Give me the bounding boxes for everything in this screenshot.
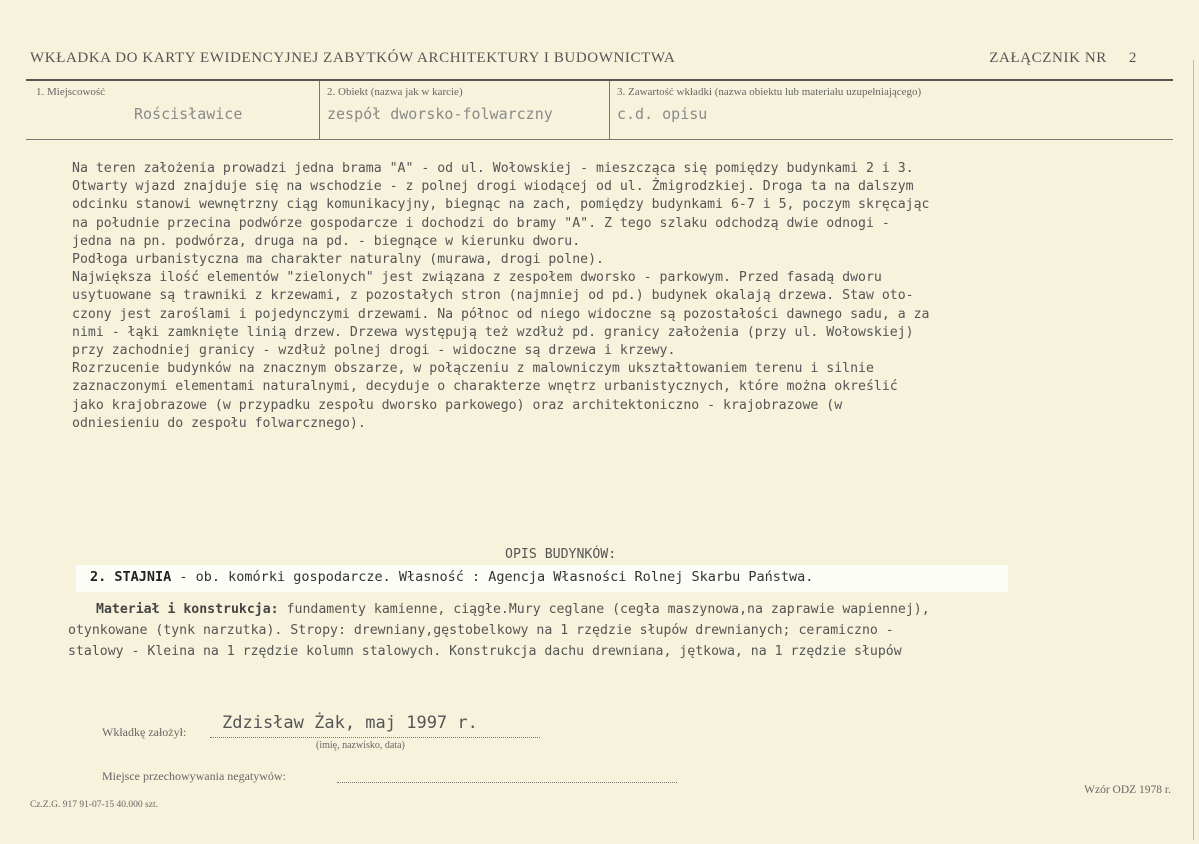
field-divider <box>319 81 320 139</box>
description-line: Otwarty wjazd znajduje się na wschodzie - z polnej drogi wiodącej od ul. Żmigrodzkiej. Droga ta na dalszym <box>72 179 914 195</box>
form-model: Wzór ODZ 1978 r. <box>1084 784 1171 796</box>
negatives-dotted-line <box>337 781 677 783</box>
building-title: 2. STAJNIA <box>90 569 172 585</box>
negatives-label: Miejsce przechowywania negatywów: <box>102 769 286 783</box>
author-dotted-line <box>210 736 540 738</box>
field-locality-label: 1. Miejscowość <box>36 86 106 98</box>
description-line: Rozrzucenie budynków na znacznym obszarze, w połączeniu z malowniczym ukształtowaniem terenu i silnie <box>72 361 874 377</box>
material-text <box>68 599 1168 662</box>
material-label: Materiał i konstrukcja: <box>96 602 279 617</box>
description-line: na południe przecina podwórze gospodarcze i dochodzi do bramy "A". Z tego szlaku odchodzą dwie odnogi - <box>72 215 890 231</box>
description-line: czony jest zaroślami i pojedynczymi drzewami. Na północ od niego widoczne są pozostałości dawnego sadu, a za <box>72 306 930 322</box>
field-content-label: 3. Zawartość wkładki (nazwa obiektu lub materiału uzupełniającego) <box>617 86 922 98</box>
header-rule <box>26 79 1173 81</box>
material-line: stalowy - Kleina na 1 rzędzie kolumn stalowych. Konstrukcja dachu drewniana, jętkowa, na 1 rzędzie słupów <box>68 644 902 659</box>
description-line: usytuowane są trawniki z krzewami, z pozostałych stron (najmniej od pd.) budynek okalają drzewa. Staw oto- <box>72 288 914 304</box>
form-title: WKŁADKA DO KARTY EWIDENCYJNEJ ZABYTKÓW ARCHITEKTURY I BUDOWNICTWA <box>30 50 676 66</box>
field-object-label: 2. Obiekt (nazwa jak w karcie) <box>327 86 463 98</box>
description-line: Podłoga urbanistyczna ma charakter naturalny (murawa, drogi polne). <box>72 252 604 268</box>
field-locality-value: Rościsławice <box>134 105 243 123</box>
attachment-value: 2 <box>1128 50 1137 66</box>
material-line: otynkowane (tynk narzutka). Stropy: drewniany,gęstobelkowy na 1 rzędzie słupów drewnianych; ceramiczno - <box>68 623 894 638</box>
building-heading <box>90 569 813 585</box>
author-label: Wkładkę założył: <box>102 725 187 739</box>
description-line: odniesieniu do zespołu folwarcznego). <box>72 415 366 431</box>
field-content-value: c.d. opisu <box>617 105 708 123</box>
field-divider <box>609 81 610 139</box>
description-line: Największa ilość elementów "zielonych" jest związana z zespołem dworsko - parkowym. Przed fasadą dworu <box>72 270 882 286</box>
print-info: Cz.Z.G. 917 91-07-15 40.000 szt. <box>30 800 158 810</box>
description-line: nimi - łąki zamknięte linią drzew. Drzewa występują też wzdłuż pd. granicy założenia (przy ul. Wołowskiej) <box>72 324 914 340</box>
material-line: fundamenty kamienne, ciągłe.Mury ceglane (cegła maszynowa,na zaprawie wapiennej), <box>278 602 930 617</box>
field-object-value: zespół dworsko-folwarczny <box>327 105 553 123</box>
author-value: Zdzisław Żak, maj 1997 r. <box>222 713 478 733</box>
description-line: Na teren założenia prowadzi jedna brama "A" - od ul. Wołowskiej - mieszcząca się pomiędzy budynkami 2 i 3. <box>72 161 914 176</box>
description-text <box>72 160 1162 433</box>
building-ownership: - ob. komórki gospodarcze. Własność : Agencja Własności Rolnej Skarbu Państwa. <box>171 569 814 585</box>
section-heading: OPIS BUDYNKÓW: <box>505 547 617 562</box>
description-line: zaznaczonymi elementami naturalnymi, decyduje o charakterze wnętrz urbanistycznych, które można określić <box>72 379 898 395</box>
attachment-label: ZAŁĄCZNIK NR <box>989 50 1107 66</box>
field-rule <box>26 139 1173 140</box>
scan-edge <box>1193 60 1194 840</box>
description-line: jedna na pn. podwórza, druga na pd. - biegnące w kierunku dworu. <box>72 233 581 249</box>
attachment-number <box>989 50 1137 67</box>
author-caption: (imię, nazwisko, data) <box>316 740 405 751</box>
description-line: jako krajobrazowe (w przypadku zespołu dworsko parkowego) oraz architektoniczno - krajobrazowe (w <box>72 397 843 413</box>
description-line: przy zachodniej granicy - wzdłuż polnej drogi - widoczne są drzewa i krzewy. <box>72 343 676 359</box>
description-line: odcinku stanowi wewnętrzny ciąg komunikacyjny, biegnąc na zach, pomiędzy budynkami 6-7 i 5, poczym skręcając <box>72 197 930 213</box>
